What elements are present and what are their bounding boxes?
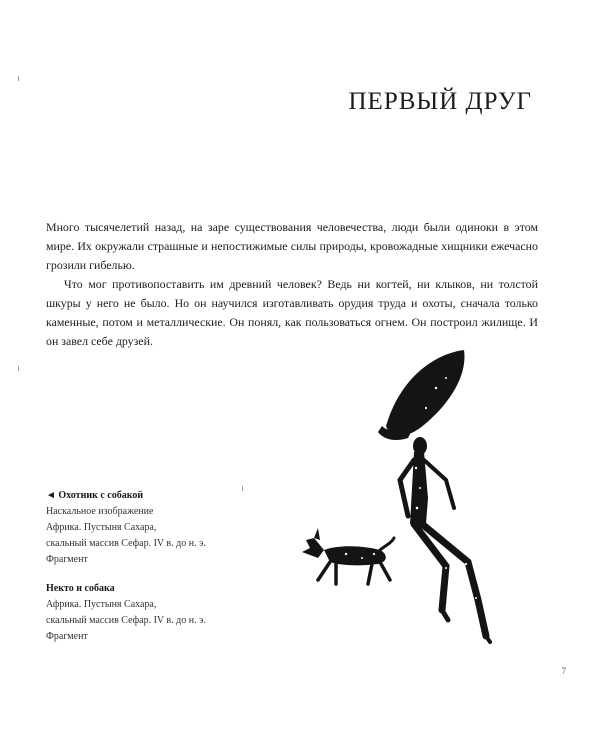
hunter-arm-right [424, 460, 454, 508]
caption-hunter-with-dog [46, 488, 286, 568]
crop-mark-middle-left [18, 366, 19, 371]
caption-line: скальный массив Сефар. IV в. до н. э. [46, 615, 206, 626]
caption-line: Фрагмент [46, 554, 88, 565]
hunter-leg-right [422, 524, 486, 636]
caption-title: Некто и собака [46, 583, 115, 594]
caption-line: скальный массив Сефар. IV в. до н. э. [46, 538, 206, 549]
caption-line: Африка. Пустыня Сахара, [46, 599, 157, 610]
rock-art-hunter-with-dog [296, 348, 492, 646]
caption-line: Наскальное изображение [46, 506, 154, 517]
paragraph-1: Много тысячелетий назад, на заре существования человечества, люди были одиноки в этом мире. Их окружали страшные и непостижимые силы природы, кровожадные хищники ежечасно грозили гибелью. [46, 220, 538, 272]
caption-someone-and-dog [46, 581, 286, 645]
caption-title: ◄ Охотник с собакой [46, 490, 144, 501]
dog-leg-back-1 [368, 564, 372, 584]
dog-leg-back-2 [380, 562, 390, 580]
caption-line: Фрагмент [46, 631, 88, 642]
dog-leg-front-1 [318, 562, 330, 580]
page-number: 7 [561, 666, 566, 676]
chapter-title: ПЕРВЫЙ ДРУГ [348, 88, 532, 115]
body-text [46, 218, 538, 351]
headdress-shape [386, 350, 464, 436]
hunter-foot-left [442, 610, 448, 620]
paragraph-2: Что мог противопоставить им древний человек? Ведь ни когтей, ни клыков, ни толстой шкуры у него не было. Но он научился изготавливать орудия труда и охоты, сначала только каменные, потом и металлические. Он понял, как пользоваться огнем. Он построил жилище. И он завел себе друзей. [46, 277, 538, 348]
caption-line: Африка. Пустыня Сахара, [46, 522, 157, 533]
dog-tail [380, 538, 394, 550]
hunter-foot-right [486, 636, 490, 642]
figure-captions [46, 488, 286, 658]
dog-ear [314, 528, 320, 540]
dog-body [324, 546, 386, 565]
crop-mark-top-left [18, 76, 19, 81]
dog-head [302, 538, 324, 558]
